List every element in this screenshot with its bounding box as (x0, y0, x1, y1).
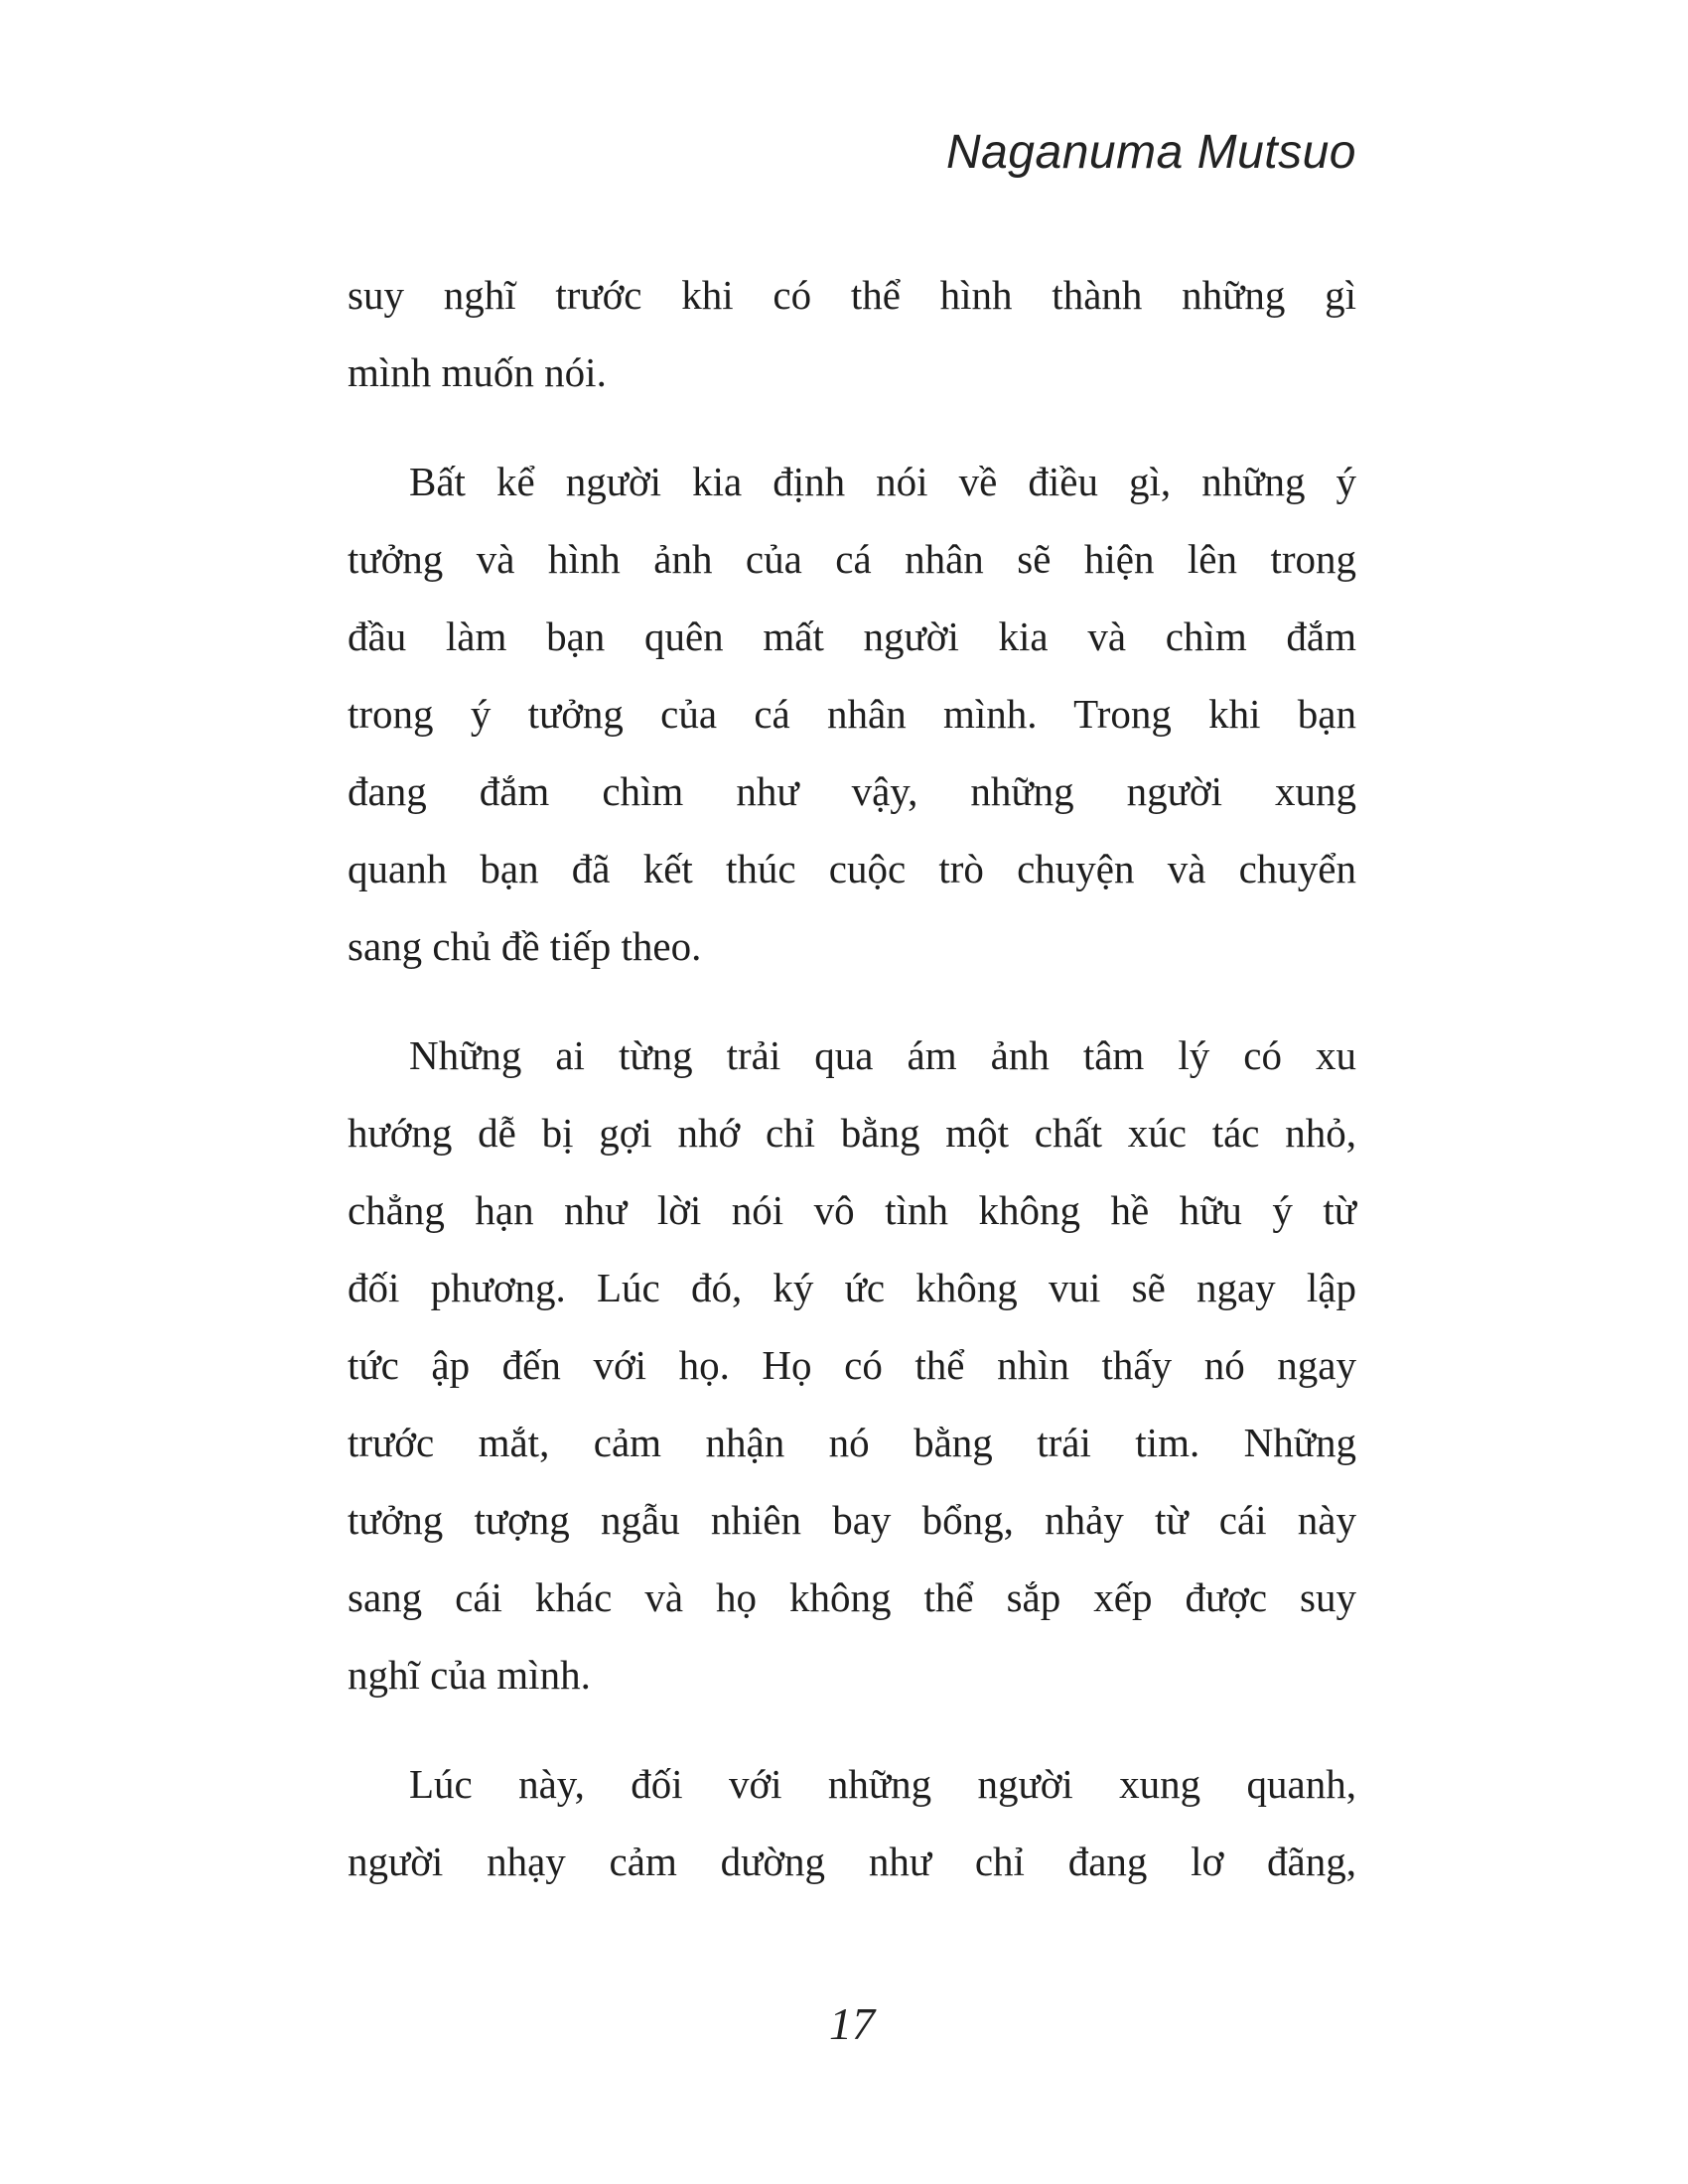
text-line: mình muốn nói. (348, 349, 607, 395)
text-line: tưởng tượng ngẫu nhiên bay bổng, nhảy từ cái này (348, 1497, 1356, 1543)
text-line: Lúc này, đối với những người xung quanh, (409, 1761, 1356, 1807)
paragraph (348, 1745, 1356, 1900)
text-line: người nhạy cảm dường như chỉ đang lơ đãng, (348, 1839, 1356, 1884)
text-line: nghĩ của mình. (348, 1652, 591, 1698)
running-header: Naganuma Mutsuo (945, 126, 1356, 179)
text-line: trước mắt, cảm nhận nó bằng trái tim. Những (348, 1420, 1356, 1465)
text-line: trong ý tưởng của cá nhân mình. Trong khi bạn (348, 691, 1356, 737)
text-line: Những ai từng trải qua ám ảnh tâm lý có xu (409, 1032, 1356, 1078)
paragraph (348, 256, 1356, 411)
text-line: sang chủ đề tiếp theo. (348, 923, 702, 969)
text-line: quanh bạn đã kết thúc cuộc trò chuyện và chuyển (348, 846, 1356, 891)
text-line: chẳng hạn như lời nói vô tình không hề hữu ý từ (348, 1187, 1356, 1233)
text-line: hướng dễ bị gợi nhớ chỉ bằng một chất xúc tác nhỏ, (348, 1110, 1356, 1156)
text-line: đối phương. Lúc đó, ký ức không vui sẽ ngay lập (348, 1265, 1356, 1310)
text-line: sang cái khác và họ không thể sắp xếp được suy (348, 1574, 1356, 1620)
page-number: 17 (829, 1998, 875, 2049)
paragraph (348, 443, 1356, 985)
text-line: đang đắm chìm như vậy, những người xung (348, 768, 1356, 814)
body-text-block (348, 256, 1356, 1932)
paragraph (348, 1017, 1356, 1713)
text-line: suy nghĩ trước khi có thể hình thành những gì (348, 272, 1356, 318)
text-line: tưởng và hình ảnh của cá nhân sẽ hiện lên trong (348, 536, 1356, 582)
text-line: đầu làm bạn quên mất người kia và chìm đắm (348, 614, 1356, 659)
text-line: Bất kể người kia định nói về điều gì, những ý (409, 459, 1356, 504)
text-line: tức ập đến với họ. Họ có thể nhìn thấy nó ngay (348, 1342, 1356, 1388)
